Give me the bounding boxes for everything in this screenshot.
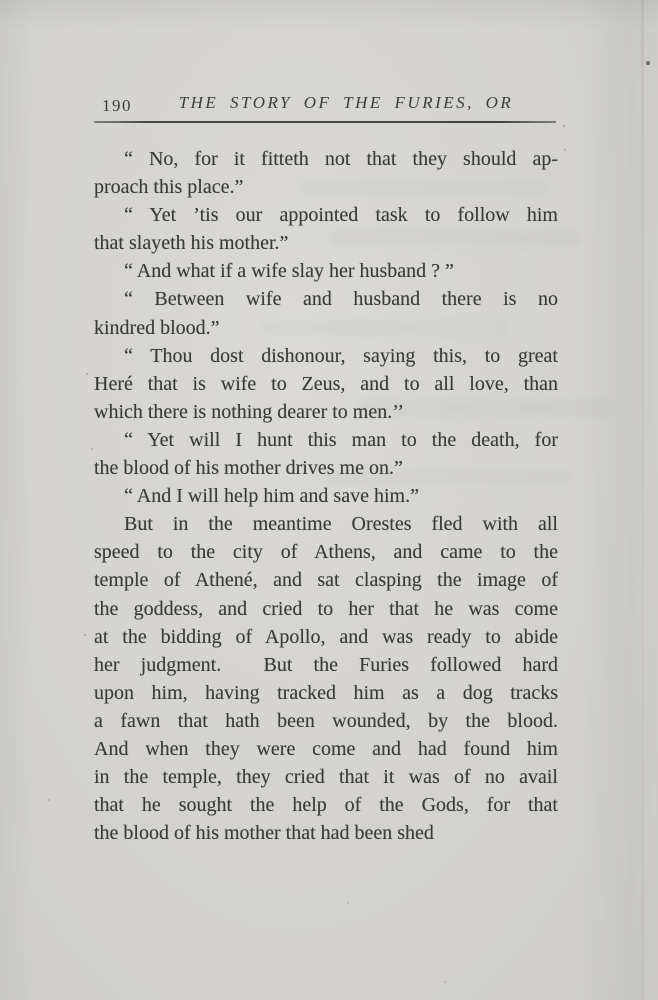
text-line: which there is nothing dearer to men.’’ <box>94 400 405 423</box>
paragraph <box>94 145 558 201</box>
text-line: “ And what if a wife slay her husband ? ” <box>124 260 454 283</box>
text-line: And when they were come and had found him <box>94 737 558 760</box>
text-line: in the temple, they cried that it was of no avail <box>94 766 558 789</box>
text-line: “ No, for it fitteth not that they should ap- <box>124 148 558 170</box>
scan-specks <box>646 61 650 65</box>
text-line: “ Yet ’tis our appointed task to follow him <box>124 204 558 227</box>
text-line: a fawn that hath been wounded, by the blood. <box>94 709 558 732</box>
text-line: kindred blood.” <box>94 316 220 339</box>
text-line: proach this place.” <box>94 176 244 199</box>
page-edge-shadow <box>641 0 644 1000</box>
paragraph <box>94 482 558 510</box>
text-line: Heré that is wife to Zeus, and to all love, than <box>94 372 558 395</box>
text-line: “ Yet will I hunt this man to the death, for <box>124 428 558 451</box>
text-line: “ Between wife and husband there is no <box>124 288 558 311</box>
text-line: speed to the city of Athens, and came to the <box>94 541 558 564</box>
running-title: THE STORY OF THE FURIES, OR <box>178 93 514 112</box>
page-number: 190 <box>102 96 132 115</box>
paragraph <box>94 342 558 426</box>
text-line: at the bidding of Apollo, and was ready to abide <box>94 625 558 648</box>
text-line: “ Thou dost dishonour, saying this, to great <box>124 344 558 367</box>
text-line: the blood of his mother that had been shed <box>94 822 434 845</box>
header-rule <box>94 121 556 123</box>
text-line: her judgment. But the Furies followed hard <box>94 653 558 676</box>
text-line: the goddess, and cried to her that he was come <box>94 597 558 620</box>
paragraph <box>94 257 558 285</box>
page-body <box>94 145 558 847</box>
page-header <box>94 93 556 119</box>
text-line: the blood of his mother drives me on.” <box>94 457 403 480</box>
text-line: that slayeth his mother.” <box>94 232 289 255</box>
text-line: upon him, having tracked him as a dog tracks <box>94 681 558 704</box>
paragraph <box>94 285 558 341</box>
text-line: But in the meantime Orestes fled with all <box>124 513 558 536</box>
text-line: that he sought the help of the Gods, for that <box>94 794 558 817</box>
text-line: temple of Athené, and sat clasping the image of <box>94 569 558 592</box>
paragraph <box>94 510 558 847</box>
paragraph <box>94 426 558 482</box>
paragraph <box>94 201 558 257</box>
text-line: “ And I will help him and save him.” <box>124 485 419 508</box>
